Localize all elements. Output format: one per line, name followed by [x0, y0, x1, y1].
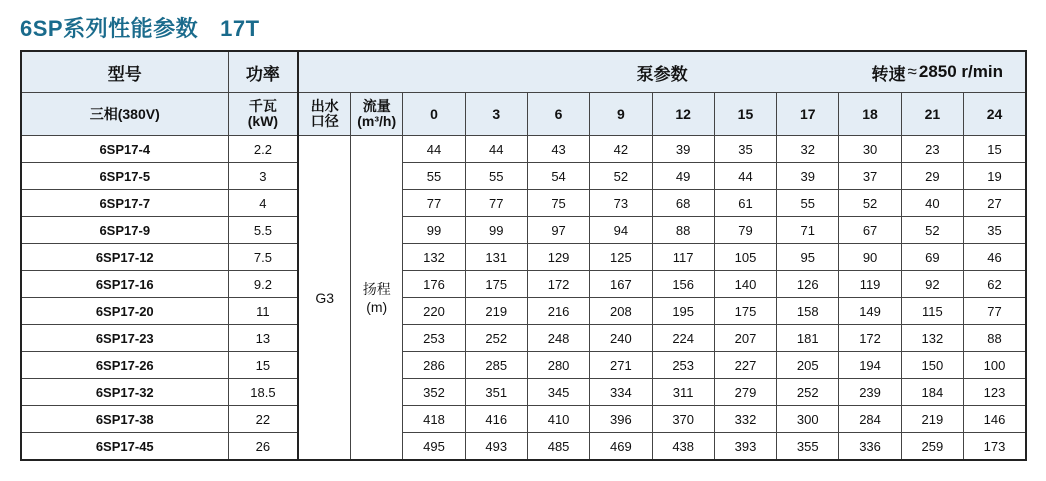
header-kw-l2: (kW)	[247, 113, 279, 129]
head-value-cell: 44	[714, 163, 776, 190]
head-value-cell: 181	[777, 325, 839, 352]
header-flow-value: 21	[901, 93, 963, 136]
header-power: 功率	[228, 51, 298, 93]
head-value-cell: 416	[465, 406, 527, 433]
header-outlet	[298, 93, 350, 136]
head-label-cell	[351, 136, 403, 461]
page-title	[20, 12, 260, 44]
head-value-cell: 184	[901, 379, 963, 406]
head-value-cell: 55	[465, 163, 527, 190]
table-row	[21, 433, 1026, 461]
head-value-cell: 88	[964, 325, 1027, 352]
head-value-cell: 117	[652, 244, 714, 271]
table-row	[21, 271, 1026, 298]
header-pump-params	[298, 51, 1026, 93]
head-value-cell: 46	[964, 244, 1027, 271]
head-value-cell: 75	[527, 190, 589, 217]
head-value-cell: 172	[527, 271, 589, 298]
performance-table	[20, 50, 1027, 461]
power-cell: 13	[228, 325, 298, 352]
head-value-cell: 105	[714, 244, 776, 271]
power-cell: 4	[228, 190, 298, 217]
model-cell: 6SP17-12	[21, 244, 228, 271]
head-value-cell: 99	[403, 217, 465, 244]
model-cell: 6SP17-32	[21, 379, 228, 406]
table-row	[21, 136, 1026, 163]
head-label-l2: (m)	[366, 298, 388, 315]
head-value-cell: 252	[465, 325, 527, 352]
head-value-cell: 172	[839, 325, 901, 352]
head-value-cell: 95	[777, 244, 839, 271]
model-cell: 6SP17-5	[21, 163, 228, 190]
head-value-cell: 219	[465, 298, 527, 325]
head-value-cell: 119	[839, 271, 901, 298]
head-value-cell: 67	[839, 217, 901, 244]
table-row	[21, 379, 1026, 406]
model-cell: 6SP17-38	[21, 406, 228, 433]
head-value-cell: 194	[839, 352, 901, 379]
head-value-cell: 55	[403, 163, 465, 190]
header-flow-l1: 流量	[362, 98, 391, 114]
head-value-cell: 252	[777, 379, 839, 406]
head-value-cell: 469	[590, 433, 652, 461]
head-value-cell: 52	[901, 217, 963, 244]
head-value-cell: 131	[465, 244, 527, 271]
head-value-cell: 99	[465, 217, 527, 244]
head-value-cell: 418	[403, 406, 465, 433]
head-value-cell: 77	[465, 190, 527, 217]
head-value-cell: 345	[527, 379, 589, 406]
head-value-cell: 259	[901, 433, 963, 461]
model-cell: 6SP17-23	[21, 325, 228, 352]
head-value-cell: 146	[964, 406, 1027, 433]
head-value-cell: 79	[714, 217, 776, 244]
pump-params-label: 泵参数	[636, 64, 688, 84]
head-value-cell: 126	[777, 271, 839, 298]
head-value-cell: 438	[652, 433, 714, 461]
head-value-cell: 77	[964, 298, 1027, 325]
head-value-cell: 396	[590, 406, 652, 433]
header-flow-value: 3	[465, 93, 527, 136]
head-value-cell: 248	[527, 325, 589, 352]
head-value-cell: 129	[527, 244, 589, 271]
head-value-cell: 55	[777, 190, 839, 217]
head-value-cell: 227	[714, 352, 776, 379]
head-value-cell: 175	[465, 271, 527, 298]
head-value-cell: 44	[465, 136, 527, 163]
head-value-cell: 97	[527, 217, 589, 244]
head-value-cell: 300	[777, 406, 839, 433]
table-row	[21, 217, 1026, 244]
head-value-cell: 207	[714, 325, 776, 352]
header-row-2	[21, 93, 1026, 136]
header-kw	[228, 93, 298, 136]
head-value-cell: 355	[777, 433, 839, 461]
model-cell: 6SP17-9	[21, 217, 228, 244]
power-cell: 9.2	[228, 271, 298, 298]
header-model: 型号	[21, 51, 228, 93]
header-flow-value: 15	[714, 93, 776, 136]
head-value-cell: 69	[901, 244, 963, 271]
head-value-cell: 334	[590, 379, 652, 406]
head-value-cell: 90	[839, 244, 901, 271]
head-value-cell: 140	[714, 271, 776, 298]
head-value-cell: 123	[964, 379, 1027, 406]
outlet-cell: G3	[298, 136, 350, 461]
head-value-cell: 271	[590, 352, 652, 379]
head-value-cell: 23	[901, 136, 963, 163]
head-value-cell: 176	[403, 271, 465, 298]
model-cell: 6SP17-26	[21, 352, 228, 379]
head-value-cell: 158	[777, 298, 839, 325]
head-value-cell: 219	[901, 406, 963, 433]
head-value-cell: 495	[403, 433, 465, 461]
head-value-cell: 410	[527, 406, 589, 433]
head-value-cell: 49	[652, 163, 714, 190]
head-value-cell: 156	[652, 271, 714, 298]
head-value-cell: 15	[964, 136, 1027, 163]
head-value-cell: 311	[652, 379, 714, 406]
head-value-cell: 94	[590, 217, 652, 244]
head-value-cell: 29	[901, 163, 963, 190]
head-value-cell: 239	[839, 379, 901, 406]
head-value-cell: 279	[714, 379, 776, 406]
head-value-cell: 27	[964, 190, 1027, 217]
head-value-cell: 32	[777, 136, 839, 163]
head-label-l1: 扬程	[362, 280, 391, 297]
head-value-cell: 285	[465, 352, 527, 379]
power-cell: 3	[228, 163, 298, 190]
speed-approx: ≈	[907, 62, 917, 81]
head-value-cell: 62	[964, 271, 1027, 298]
head-value-cell: 52	[590, 163, 652, 190]
head-value-cell: 195	[652, 298, 714, 325]
head-value-cell: 35	[714, 136, 776, 163]
table-row	[21, 325, 1026, 352]
head-value-cell: 132	[403, 244, 465, 271]
head-value-cell: 253	[403, 325, 465, 352]
head-value-cell: 336	[839, 433, 901, 461]
head-value-cell: 220	[403, 298, 465, 325]
head-value-cell: 71	[777, 217, 839, 244]
head-value-cell: 37	[839, 163, 901, 190]
head-value-cell: 77	[403, 190, 465, 217]
head-value-cell: 173	[964, 433, 1027, 461]
power-cell: 11	[228, 298, 298, 325]
head-value-cell: 44	[403, 136, 465, 163]
table-row	[21, 406, 1026, 433]
head-value-cell: 92	[901, 271, 963, 298]
head-value-cell: 52	[839, 190, 901, 217]
head-value-cell: 352	[403, 379, 465, 406]
head-value-cell: 40	[901, 190, 963, 217]
header-flow-value: 17	[777, 93, 839, 136]
header-flow	[351, 93, 403, 136]
head-value-cell: 68	[652, 190, 714, 217]
power-cell: 22	[228, 406, 298, 433]
header-flow-value: 9	[590, 93, 652, 136]
model-cell: 6SP17-45	[21, 433, 228, 461]
header-flow-value: 24	[964, 93, 1027, 136]
head-value-cell: 43	[527, 136, 589, 163]
header-flow-value: 18	[839, 93, 901, 136]
head-value-cell: 150	[901, 352, 963, 379]
speed-value: 2850 r/min	[918, 62, 1003, 81]
table-row	[21, 163, 1026, 190]
head-value-cell: 167	[590, 271, 652, 298]
head-value-cell: 149	[839, 298, 901, 325]
table-row	[21, 244, 1026, 271]
speed-info	[872, 52, 1003, 92]
header-flow-value: 6	[527, 93, 589, 136]
table-row	[21, 190, 1026, 217]
head-value-cell: 370	[652, 406, 714, 433]
title-series: 6SP系列性能参数	[20, 16, 199, 41]
head-value-cell: 35	[964, 217, 1027, 244]
power-cell: 7.5	[228, 244, 298, 271]
model-cell: 6SP17-16	[21, 271, 228, 298]
head-value-cell: 61	[714, 190, 776, 217]
head-value-cell: 240	[590, 325, 652, 352]
head-value-cell: 493	[465, 433, 527, 461]
head-value-cell: 88	[652, 217, 714, 244]
table-row	[21, 298, 1026, 325]
head-value-cell: 30	[839, 136, 901, 163]
head-value-cell: 224	[652, 325, 714, 352]
head-value-cell: 284	[839, 406, 901, 433]
header-kw-l1: 千瓦	[248, 98, 277, 114]
title-code: 17T	[220, 16, 260, 41]
header-row-1	[21, 51, 1026, 93]
head-value-cell: 115	[901, 298, 963, 325]
power-cell: 15	[228, 352, 298, 379]
head-value-cell: 39	[777, 163, 839, 190]
speed-label: 转速	[871, 64, 906, 84]
head-value-cell: 280	[527, 352, 589, 379]
header-outlet-l1: 出水	[310, 98, 339, 114]
head-value-cell: 485	[527, 433, 589, 461]
header-outlet-l2: 口径	[310, 113, 339, 129]
head-value-cell: 39	[652, 136, 714, 163]
head-value-cell: 19	[964, 163, 1027, 190]
power-cell: 2.2	[228, 136, 298, 163]
header-flow-value: 0	[403, 93, 465, 136]
head-value-cell: 73	[590, 190, 652, 217]
head-value-cell: 205	[777, 352, 839, 379]
head-value-cell: 208	[590, 298, 652, 325]
head-value-cell: 253	[652, 352, 714, 379]
head-value-cell: 216	[527, 298, 589, 325]
head-value-cell: 100	[964, 352, 1027, 379]
head-value-cell: 54	[527, 163, 589, 190]
header-flow-value: 12	[652, 93, 714, 136]
power-cell: 26	[228, 433, 298, 461]
model-cell: 6SP17-4	[21, 136, 228, 163]
model-cell: 6SP17-20	[21, 298, 228, 325]
head-value-cell: 286	[403, 352, 465, 379]
head-value-cell: 125	[590, 244, 652, 271]
power-cell: 18.5	[228, 379, 298, 406]
header-flow-l2: (m³/h)	[357, 113, 397, 129]
head-value-cell: 132	[901, 325, 963, 352]
head-value-cell: 42	[590, 136, 652, 163]
head-value-cell: 351	[465, 379, 527, 406]
model-cell: 6SP17-7	[21, 190, 228, 217]
power-cell: 5.5	[228, 217, 298, 244]
head-value-cell: 175	[714, 298, 776, 325]
head-value-cell: 393	[714, 433, 776, 461]
table-row	[21, 352, 1026, 379]
header-phase: 三相(380V)	[21, 93, 228, 136]
head-value-cell: 332	[714, 406, 776, 433]
